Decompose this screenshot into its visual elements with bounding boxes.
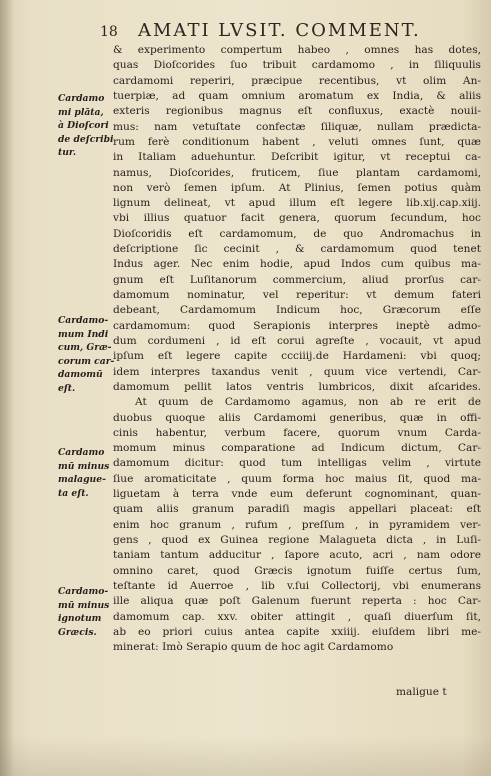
- text-line: ipſum eſt legere capite ccciiij.de Hardameni: vbi quoq;: [113, 350, 481, 363]
- text-line: cinis habentur, verbum facere, quorum vnum Carda-: [113, 426, 481, 439]
- main-text: [113, 43, 481, 656]
- text-line: Indus ager. Nec enim hodie, apud Indos cum quibus ma-: [113, 258, 481, 271]
- text-line: gens , quod ex Guinea regione Malagueta dicta , in Luſi-: [113, 534, 481, 546]
- text-line: teſtante id Auerroe , lib v.ſui Collectorij, vbi enumerans: [113, 579, 481, 592]
- text-line: momum minus comparatione ad Indicum dictum, Car-: [113, 442, 481, 455]
- marginal-note-line: mū minus: [58, 460, 110, 472]
- text-line: mus: nam vetuſtate confectæ ſiliquæ, nullam prædicta-: [113, 120, 481, 133]
- marginal-note-line: Græcis.: [58, 626, 97, 638]
- text-line: enim hoc granum , rufum , preſſum , in pyramidem ver-: [113, 518, 481, 531]
- text-line: omnino caret, quod Græcis ignotum fuiſſe certus ſum,: [113, 564, 481, 577]
- marginal-note: [58, 446, 114, 500]
- text-line: & experimento compertum habeo , omnes has dotes,: [113, 44, 481, 56]
- page-bottom-shade: [0, 736, 491, 776]
- marginal-note-line: de deſcribi: [58, 133, 114, 145]
- marginal-note-line: mum Indi: [58, 328, 109, 340]
- text-line: Dioſcoridis eſt cardamomum, de quo Andromachus in: [113, 227, 481, 240]
- text-line: ab eo priori cuius antea capite xxiiij. eiuſdem libri me-: [113, 625, 481, 638]
- text-line: ſiue aromaticitate , quum forma hoc maius ſit, quod ma-: [113, 472, 481, 485]
- text-line: damomum pellit latos ventris lumbricos, dixit aſcarides.: [113, 380, 481, 393]
- marginal-note-line: à Dioſcori: [58, 120, 109, 132]
- text-line: taniam tantum adducitur , ſapore acuto, acri , nam odore: [113, 549, 481, 562]
- marginal-note-line: Cardamo-: [58, 586, 109, 597]
- marginal-note-line: ignotum: [58, 613, 102, 625]
- text-line: damomum cap. xxv. obiter attingit , quaſi diuerſum ſit,: [113, 610, 481, 623]
- marginal-note-line: Cardamo-: [58, 315, 109, 326]
- text-line: tuerpiæ, ad quam omnium aromatum ex India, & aliis: [113, 89, 481, 102]
- text-line: cardamomum: quod Serapionis interpres ineptè admo-: [113, 319, 481, 332]
- marginal-note-line: tur.: [58, 147, 77, 159]
- marginal-note-line: corum car-: [58, 355, 115, 367]
- text-line: ille aliqua quæ poſt Galenum fuerunt reperta : hoc Car-: [113, 595, 481, 608]
- text-line: rum ferè conditionum habent , veluti omnes ſunt, quæ: [113, 135, 481, 148]
- text-line: damomum nominatur, vel reperitur: vt demum fateri: [113, 289, 481, 301]
- marginal-note-line: mi plāta,: [58, 106, 104, 118]
- text-line: quam aliis granum paradiſi magis appellari placeat: eſt: [113, 503, 481, 516]
- marginal-note-line: cum, Græ-: [58, 342, 112, 354]
- running-title: AMATI LVSIT. COMMENT.: [138, 20, 421, 41]
- marginal-note-line: Cardamo: [58, 447, 105, 458]
- text-line: debeant, Cardamomum Indicum hoc, Græcorum eſſe: [113, 304, 481, 317]
- text-line: vbi illius quatuor facit genera, quorum ſecundum, hoc: [113, 212, 481, 225]
- marginal-note-line: Cardamo: [58, 93, 105, 104]
- text-line: deſcriptione ſic cecinit , & cardamomum quod tenet: [113, 243, 481, 256]
- marginal-note: [58, 585, 114, 639]
- text-line: in Italiam aduehuntur. Deſcribit igitur, vt receptui ca-: [113, 151, 481, 164]
- marginal-note-line: malague-: [58, 474, 106, 486]
- marginal-note-line: eſt.: [58, 382, 76, 394]
- text-line: liguetam à terra vnde eum deferunt cognominant, quan-: [113, 488, 481, 501]
- text-line: damomum dicitur: quod tum intelligas velim , virtute: [113, 457, 481, 470]
- catchword: maligue t: [396, 686, 447, 698]
- page-number: 18: [100, 24, 118, 40]
- text-line: dum cordumeni , id eſt corui agreſte , vocauit, vt apud: [113, 334, 481, 347]
- text-line: lignum delineat, vt apud illum eſt legere lib.xij.cap.xiij.: [113, 197, 481, 210]
- text-line: gnum eſt Luſitanorum commercium, aliud prorſus car-: [113, 273, 481, 286]
- text-line: cardamomi reperiri, præcipue recentibus, vt olim An-: [113, 74, 481, 87]
- marginal-note-line: mū minus: [58, 599, 110, 611]
- text-line: minerat: Imò Serapio quum de hoc agit Cardamomo: [113, 641, 394, 654]
- text-line: idem interpres taxandus venit , quum vice vertendi, Car-: [113, 365, 481, 378]
- text-line: At quum de Cardamomo agamus, non ab re erit de: [135, 396, 481, 409]
- marginal-note: [58, 92, 114, 160]
- marginal-note-line: ta eſt.: [58, 487, 89, 499]
- text-line: exteris regionibus magnus eſt confluxus, exactè nouii-: [113, 105, 481, 118]
- marginal-note-line: damomū: [58, 369, 103, 381]
- text-line: namus, Dioſcorides, fruticem, ſiue plantam cardamomi,: [113, 166, 481, 179]
- marginal-note: [58, 314, 114, 396]
- text-line: duobus quoque aliis Cardamomi generibus, quæ in offi-: [113, 411, 481, 424]
- text-line: quas Dioſcorides ſuo tribuit cardamomo , in ſiliquulis: [113, 59, 481, 72]
- text-line: non verò ſemen ipſum. At Plinius, ſemen potius quàm: [113, 181, 481, 194]
- gutter-shadow: [0, 0, 14, 776]
